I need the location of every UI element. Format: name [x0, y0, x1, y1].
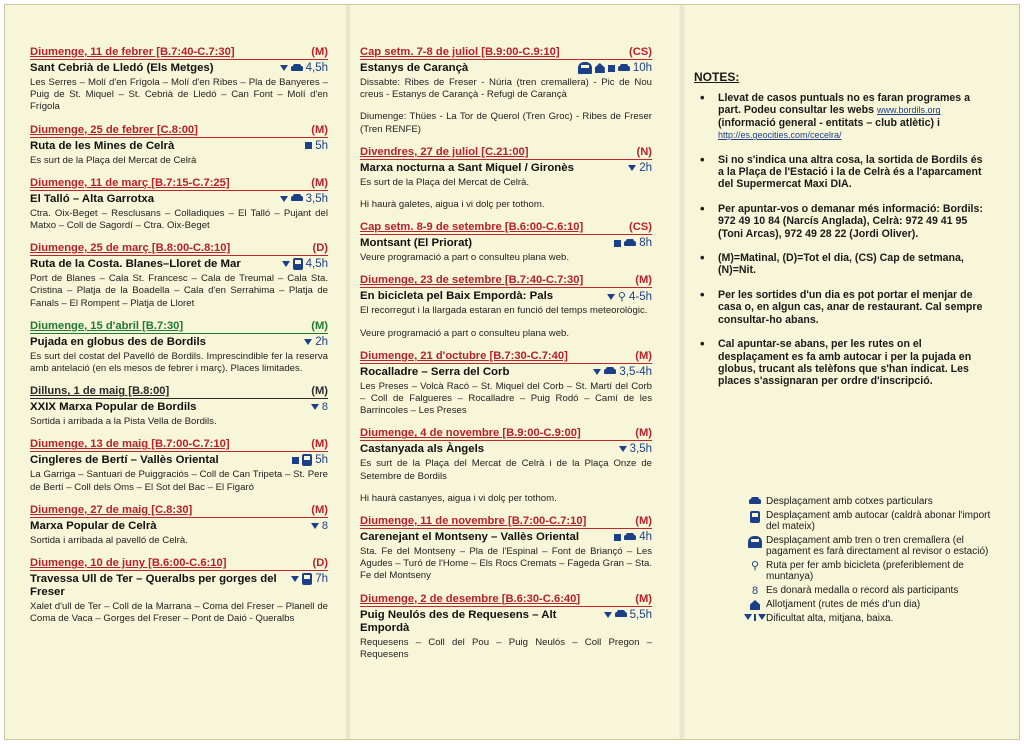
event-type-code: (M) [311, 503, 328, 516]
square-icon [614, 534, 621, 541]
event-date: Diumenge, 25 de febrer [C.8:00] [30, 123, 198, 136]
car-icon [624, 239, 636, 248]
event-date: Diumenge, 25 de març [B.8:00-C.8:10] [30, 242, 231, 255]
bike-icon: ⚲ [750, 559, 760, 572]
event-entry [30, 46, 328, 114]
note-text: Per les sortides d'un dia es pot portar el menjar de casa o, en algun cas, anar de restaurant. Cal sempre consultar-ho abans. [718, 288, 983, 326]
event-description-paragraph: Es surt de la Plaça del Mercat de Celrà. [360, 176, 530, 188]
event-date: Diumenge, 21 d'octubre [B.7:30-C.7:40] [360, 349, 568, 362]
event-duration: 3,5-4h [619, 365, 652, 378]
legend-icon-cell [744, 585, 766, 598]
event-date: Diumenge, 11 de febrer [B.7:40-C.7:30] [30, 46, 235, 58]
event-type-code: (CS) [629, 221, 652, 234]
event-description [360, 458, 652, 505]
legend-icon-cell [744, 535, 766, 548]
event-description [30, 469, 328, 493]
event-header [30, 385, 328, 399]
event-entry [360, 221, 652, 264]
event-entry [30, 504, 328, 547]
event-description-paragraph: Requesens – Coll del Pou – Puig Neulós – Coll Pregon – Requesens [360, 636, 652, 660]
event-description-paragraph: Diumenge: Thües - La Tor de Querol (Tren Groc) - Ribes de Freser (Tren RENFE) [360, 111, 652, 135]
event-title: Rocalladre – Serra del Corb [360, 365, 510, 378]
event-entry [30, 385, 328, 428]
legend-icon-cell [744, 496, 766, 506]
triangle-icon [304, 339, 312, 345]
schedule-column-2 [360, 46, 652, 671]
event-description [360, 381, 652, 418]
bus-icon [302, 573, 312, 585]
event-title: Montsant (El Priorat) [360, 237, 473, 250]
medal-icon: 8 [321, 519, 328, 532]
event-duration: 5,5h [629, 608, 652, 621]
event-meta [291, 573, 328, 585]
note-text: Si no s'indica una altra cosa, la sortida de Bordils és a la Plaça de l'Estació i la de Celrà és a l'aparcament del Supermercat Maxi DIA. [718, 153, 983, 191]
event-entry [30, 177, 328, 232]
legend-text: Ruta per fer amb bicicleta (preferiblement de muntanya) [766, 559, 964, 582]
event-meta [607, 290, 652, 303]
event-description-paragraph: Es surt del costat del Pavelló de Bordils. Imprescindible fer la reserva amb antelació (en els mesos de febrer i març). Places limitades. [30, 350, 328, 375]
event-meta [593, 366, 652, 378]
note-item [694, 338, 989, 388]
event-title: Marxa nocturna a Sant Miquel / Gironès [360, 161, 574, 174]
note-text: Cal apuntar-se abans, per les rutes on el desplaçament es fa amb autocar i per la pujada en globus, trucant als telèfons que s'han indicat. Les places s'assignaran per ordre d'inscripció. [718, 338, 972, 388]
event-header [360, 515, 652, 529]
event-header [360, 427, 652, 441]
legend-row [744, 599, 994, 611]
event-type-code: (M) [635, 427, 652, 440]
event-meta [311, 401, 328, 413]
event-date: Diumenge, 11 de març [B.7:15-C.7:25] [30, 176, 230, 189]
legend-text: Dificultat alta, mitjana, baixa. [766, 612, 894, 624]
event-title-row [30, 520, 328, 533]
note-text: Llevat de casos puntuals no es faran programes a part. Podeu consultar les webs [718, 92, 970, 117]
event-description [30, 208, 328, 232]
event-type-code: (D) [312, 242, 328, 255]
event-description [30, 155, 328, 167]
event-title: Sant Cebrià de Lledó (Els Metges) [30, 62, 214, 74]
website-link[interactable]: http://es.geocities.com/cecelra/ [718, 130, 842, 141]
event-type-code: (N) [636, 145, 652, 158]
legend-icon-cell [744, 613, 766, 621]
house-icon [750, 600, 760, 610]
event-description-paragraph: Hi haurà castanyes, aigua i vi dolç per tothom. [360, 492, 557, 504]
event-duration: 3,5h [629, 443, 652, 456]
event-header [30, 438, 328, 452]
medal-icon: 8 [321, 401, 328, 414]
event-description-paragraph: Ctra. Oix-Beget – Resclusans – Colladiques – El Talló – Pujant del Matxo – Coll de Sagordí – Ctra. Oix-Beget [30, 207, 328, 232]
car-icon [624, 533, 636, 542]
event-title-row [360, 531, 652, 544]
bus-icon [302, 454, 312, 466]
event-description-paragraph: Es surt de la Plaça del Mercat de Celrà [30, 154, 197, 166]
event-title-row [30, 573, 328, 599]
event-type-code: (M) [311, 176, 328, 189]
legend-row [744, 560, 994, 583]
event-meta [311, 520, 328, 532]
event-date: Diumenge, 23 de setembre [B.7:40-C.7:30] [360, 274, 584, 287]
event-title: Estanys de Carançà [360, 62, 469, 74]
event-duration: 4,5h [305, 258, 328, 271]
event-title-row [360, 366, 652, 379]
event-duration: 5h [315, 454, 328, 467]
event-title: Castanyada als Àngels [360, 443, 485, 456]
event-description [30, 416, 328, 428]
event-meta [614, 531, 652, 543]
note-item [694, 92, 989, 142]
square-icon [754, 614, 756, 621]
event-duration: 2h [639, 161, 652, 174]
triangle-icon [280, 65, 288, 71]
event-title-row [30, 258, 328, 271]
event-description-paragraph: Dissabte: Ribes de Freser - Núria (tren cremallera) - Pic de Nou creus - Estanys de Carançà - Refugi de Carançà [360, 77, 652, 101]
triangle-icon [619, 446, 627, 452]
note-text: (informació general - entitats – club atlètic) i [718, 116, 940, 129]
triangle-icon [628, 165, 636, 171]
note-item [694, 252, 989, 277]
event-title: Ruta de les Mines de Celrà [30, 139, 175, 152]
legend-row [744, 585, 994, 598]
event-meta [604, 609, 652, 621]
event-description-paragraph: Veure programació a part o consulteu plana web. [360, 252, 570, 264]
triangle-icon [593, 369, 601, 375]
event-type-code: (D) [312, 557, 328, 570]
square-icon [305, 142, 312, 149]
event-description [360, 637, 652, 661]
event-header [360, 146, 652, 160]
event-header [360, 221, 652, 235]
legend-row [744, 510, 994, 533]
event-header [30, 242, 328, 256]
triangle-icon [282, 261, 290, 267]
triangle-icon [604, 612, 612, 618]
event-description-paragraph: Les Serres – Molí d'en Frígola – Molí d'en Ribes – Pla de Banyeres – Puig de St. Miquel – St. Cebrià de Lledó – Can Font – Molí d'en Frígola [30, 77, 328, 113]
event-description-paragraph: Xalet d'ull de Ter – Coll de la Marrana – Coma del Freser – Planell de Coma de Vaca – Gorges del Freser – Pont de Daió - Queralbs [30, 601, 328, 625]
event-type-code: (M) [311, 123, 328, 136]
notes-title: NOTES: [694, 70, 740, 84]
event-date: Cap setm. 8-9 de setembre [B.6:00-C.6:10] [360, 221, 584, 234]
note-item [694, 289, 989, 326]
event-title-row [360, 443, 652, 456]
bike-icon: ⚲ [617, 291, 626, 304]
event-description [360, 305, 652, 339]
event-meta [282, 258, 328, 270]
event-entry [30, 124, 328, 167]
legend-icon-cell [744, 510, 766, 523]
event-entry [360, 515, 652, 583]
event-entry [30, 557, 328, 625]
event-entry [360, 593, 652, 661]
legend-text: Desplaçament amb cotxes particulars [766, 496, 933, 507]
event-description-paragraph: Les Preses – Volcà Racó – St. Miquel del Corb – St. Martí del Corb – Coll de Falgueres – Rocalladre – Puig Rodó – Camí de les Barrincoles – Les Preses [360, 380, 652, 417]
event-duration: 3,5h [305, 192, 328, 205]
event-duration: 2h [315, 335, 328, 348]
event-description [360, 77, 652, 136]
triangle-icon [291, 576, 299, 582]
event-description [30, 351, 328, 375]
event-title-row [360, 237, 652, 250]
train-icon [748, 536, 762, 548]
event-date: Cap setm. 7-8 de juliol [B.9:00-C.9:10] [360, 46, 560, 58]
event-meta [578, 62, 652, 74]
event-title-row [30, 454, 328, 467]
event-date: Diumenge, 10 de juny [B.6:00-C.6:10] [30, 557, 227, 570]
car-icon [291, 64, 303, 73]
notes-section [694, 70, 989, 400]
event-title: Cingleres de Bertí – Vallès Oriental [30, 454, 219, 467]
event-header [30, 557, 328, 571]
event-title-row [360, 162, 652, 175]
event-duration: 7h [315, 573, 328, 586]
event-duration: 4-5h [628, 290, 652, 303]
square-icon [608, 65, 615, 72]
triangle-icon [607, 294, 615, 300]
note-text: (M)=Matinal, (D)=Tot el dia, (CS) Cap de setmana, (N)=Nit. [718, 252, 964, 277]
legend-text: Allotjament (rutes de més d'un dia) [766, 599, 921, 610]
event-title: En bicicleta pel Baix Empordà: Pals [360, 290, 554, 303]
event-description [30, 273, 328, 310]
event-description-paragraph: Sortida i arribada al pavelló de Celrà. [30, 534, 188, 546]
event-meta [292, 454, 328, 466]
event-title: Puig Neulós des de Requesens – Alt Empordà [360, 608, 557, 634]
event-type-code: (M) [635, 274, 652, 287]
event-entry [360, 427, 652, 505]
car-icon [604, 367, 616, 376]
notes-list [694, 92, 989, 388]
event-header [30, 320, 328, 334]
train-icon [578, 62, 592, 74]
event-title: XXIX Marxa Popular de Bordils [30, 401, 197, 414]
event-description-paragraph: El recorregut i la llargada estaran en funció del temps meteorològic. [360, 305, 648, 317]
event-date: Diumenge, 27 de maig [C.8:30] [30, 503, 193, 516]
event-date: Dilluns, 1 de maig [B.8:00] [30, 385, 170, 398]
event-header [360, 350, 652, 364]
website-link[interactable]: www.bordils.org [876, 105, 941, 116]
event-date: Diumenge, 11 de novembre [B.7:00-C.7:10] [360, 515, 587, 528]
event-type-code: (CS) [629, 46, 652, 58]
fold-line [345, 5, 351, 739]
car-icon [291, 194, 303, 203]
legend-row [744, 613, 994, 625]
bus-icon [293, 258, 303, 270]
event-meta [619, 443, 652, 455]
event-entry [360, 46, 652, 136]
note-item [694, 154, 989, 191]
note-item [694, 203, 989, 240]
event-entry [30, 438, 328, 493]
event-header [30, 46, 328, 60]
event-title-row [30, 193, 328, 206]
event-entry [360, 350, 652, 418]
event-meta [305, 140, 328, 152]
event-duration: 4h [639, 531, 652, 544]
event-description [30, 77, 328, 114]
event-title: Ruta de la Costa. Blanes–Lloret de Mar [30, 258, 241, 271]
legend-icon-cell [744, 599, 766, 610]
legend-text: Desplaçament amb autocar (caldrà abonar l'import del mateix) [766, 509, 991, 532]
event-type-code: (M) [311, 438, 328, 451]
event-title-row [30, 62, 328, 75]
event-description-paragraph: Veure programació a part o consulteu plana web. [360, 327, 570, 339]
event-type-code: (M) [311, 46, 328, 58]
car-icon [749, 497, 761, 506]
event-meta [628, 162, 652, 174]
note-text: Per apuntar-vos o demanar més informació: Bordils: 972 49 10 84 (Narcís Anglada), Celrà: 972 49 41 95 (Toni Arcas), 972 49 28 22 (Jordi Oliver). [718, 202, 983, 240]
event-header [30, 124, 328, 138]
event-header [360, 274, 652, 288]
event-title-row [30, 336, 328, 349]
square-icon [292, 457, 299, 464]
event-title: Marxa Popular de Celrà [30, 519, 157, 532]
event-description [360, 177, 652, 211]
event-meta [614, 237, 652, 249]
event-type-code: (M) [635, 592, 652, 605]
event-entry [30, 320, 328, 375]
event-duration: 5h [315, 139, 328, 152]
event-type-code: (M) [311, 319, 328, 332]
event-description [30, 535, 328, 547]
event-type-code: (M) [635, 515, 652, 528]
fold-line [679, 5, 685, 739]
event-meta [280, 62, 328, 74]
event-title: El Talló – Alta Garrotxa [30, 192, 155, 205]
event-header [360, 46, 652, 60]
event-date: Diumenge, 15 d'abril [B.7:30] [30, 319, 184, 332]
event-meta [280, 193, 328, 205]
event-title: Pujada en globus des de Bordils [30, 335, 206, 348]
event-title-row [360, 290, 652, 303]
event-entry [360, 274, 652, 339]
legend-icon-cell [744, 560, 766, 573]
event-description-paragraph: Sta. Fe del Montseny – Pla de l'Espinal – Font de Briançó – Les Agudes – Turó de l'Home – Els Rocs Cremats – Fageda Gran – Sta. Fe del Montseny [360, 546, 652, 582]
car-icon [618, 64, 630, 73]
triangle-icon [280, 196, 288, 202]
event-description-paragraph: Port de Blanes – Cala St. Francesc – Cala de Treumal – Cala Sta. Cristina – Platja de la Boadella – Cala d'en Serrahima – Platja de Fanals – El Rompent – Platja de Lloret [30, 273, 328, 309]
legend-row [744, 496, 994, 508]
event-title-row [30, 140, 328, 153]
event-description [30, 601, 328, 625]
triangle-icon [311, 523, 319, 529]
event-description [360, 252, 652, 264]
triangle-icon [744, 614, 752, 620]
event-date: Diumenge, 2 de desembre [B.6:30-C.6:40] [360, 592, 581, 605]
event-header [360, 593, 652, 607]
event-date: Divendres, 27 de juliol [C.21:00] [360, 145, 529, 158]
event-title-row [360, 609, 652, 635]
event-duration: 10h [632, 62, 652, 74]
event-title-row [30, 401, 328, 414]
medal-icon: 8 [751, 584, 759, 597]
event-title: Travessa Ull de Ter – Queralbs per gorges del Freser [30, 573, 277, 599]
house-icon [595, 63, 605, 73]
square-icon [614, 240, 621, 247]
legend-text: Es donarà medalla o record als participants [766, 584, 959, 596]
event-duration: 4,5h [305, 62, 328, 74]
event-title: Carenejant el Montseny – Vallès Oriental [360, 531, 580, 544]
event-description-paragraph: La Garriga – Santuari de Puiggraciós – Coll de Can Tripeta – St. Pere de Bertí – Coll dels Oms – El Sot del Bac – El Figaró [30, 469, 328, 493]
event-date: Diumenge, 13 de maig [B.7:00-C.7:10] [30, 438, 230, 451]
event-title-row [360, 62, 652, 75]
event-type-code: (M) [311, 385, 328, 398]
legend [744, 496, 994, 626]
triangle-icon [311, 404, 319, 410]
bus-icon [750, 511, 760, 523]
event-type-code: (M) [635, 349, 652, 362]
event-duration: 8h [639, 237, 652, 250]
legend-row [744, 535, 994, 558]
event-entry [360, 146, 652, 211]
event-date: Diumenge, 4 de novembre [B.9:00-C.9:00] [360, 427, 581, 440]
event-description-paragraph: Hi haurà galetes, aigua i vi dolç per tothom. [360, 199, 545, 211]
event-entry [30, 242, 328, 310]
car-icon [615, 610, 627, 619]
legend-text: Desplaçament amb tren o tren cremallera (el pagament es farà directament al revisor o estació) [766, 534, 989, 557]
event-meta [304, 336, 328, 348]
triangle-icon [758, 614, 766, 620]
event-description [360, 546, 652, 583]
event-header [30, 504, 328, 518]
event-header [30, 177, 328, 191]
event-description-paragraph: Es surt de la Plaça del Mercat de Celrà i de la Plaça Onze de Setembre de Bordils [360, 458, 652, 482]
schedule-column-1 [30, 46, 328, 635]
event-description-paragraph: Sortida i arribada a la Pista Vella de Bordils. [30, 416, 217, 428]
